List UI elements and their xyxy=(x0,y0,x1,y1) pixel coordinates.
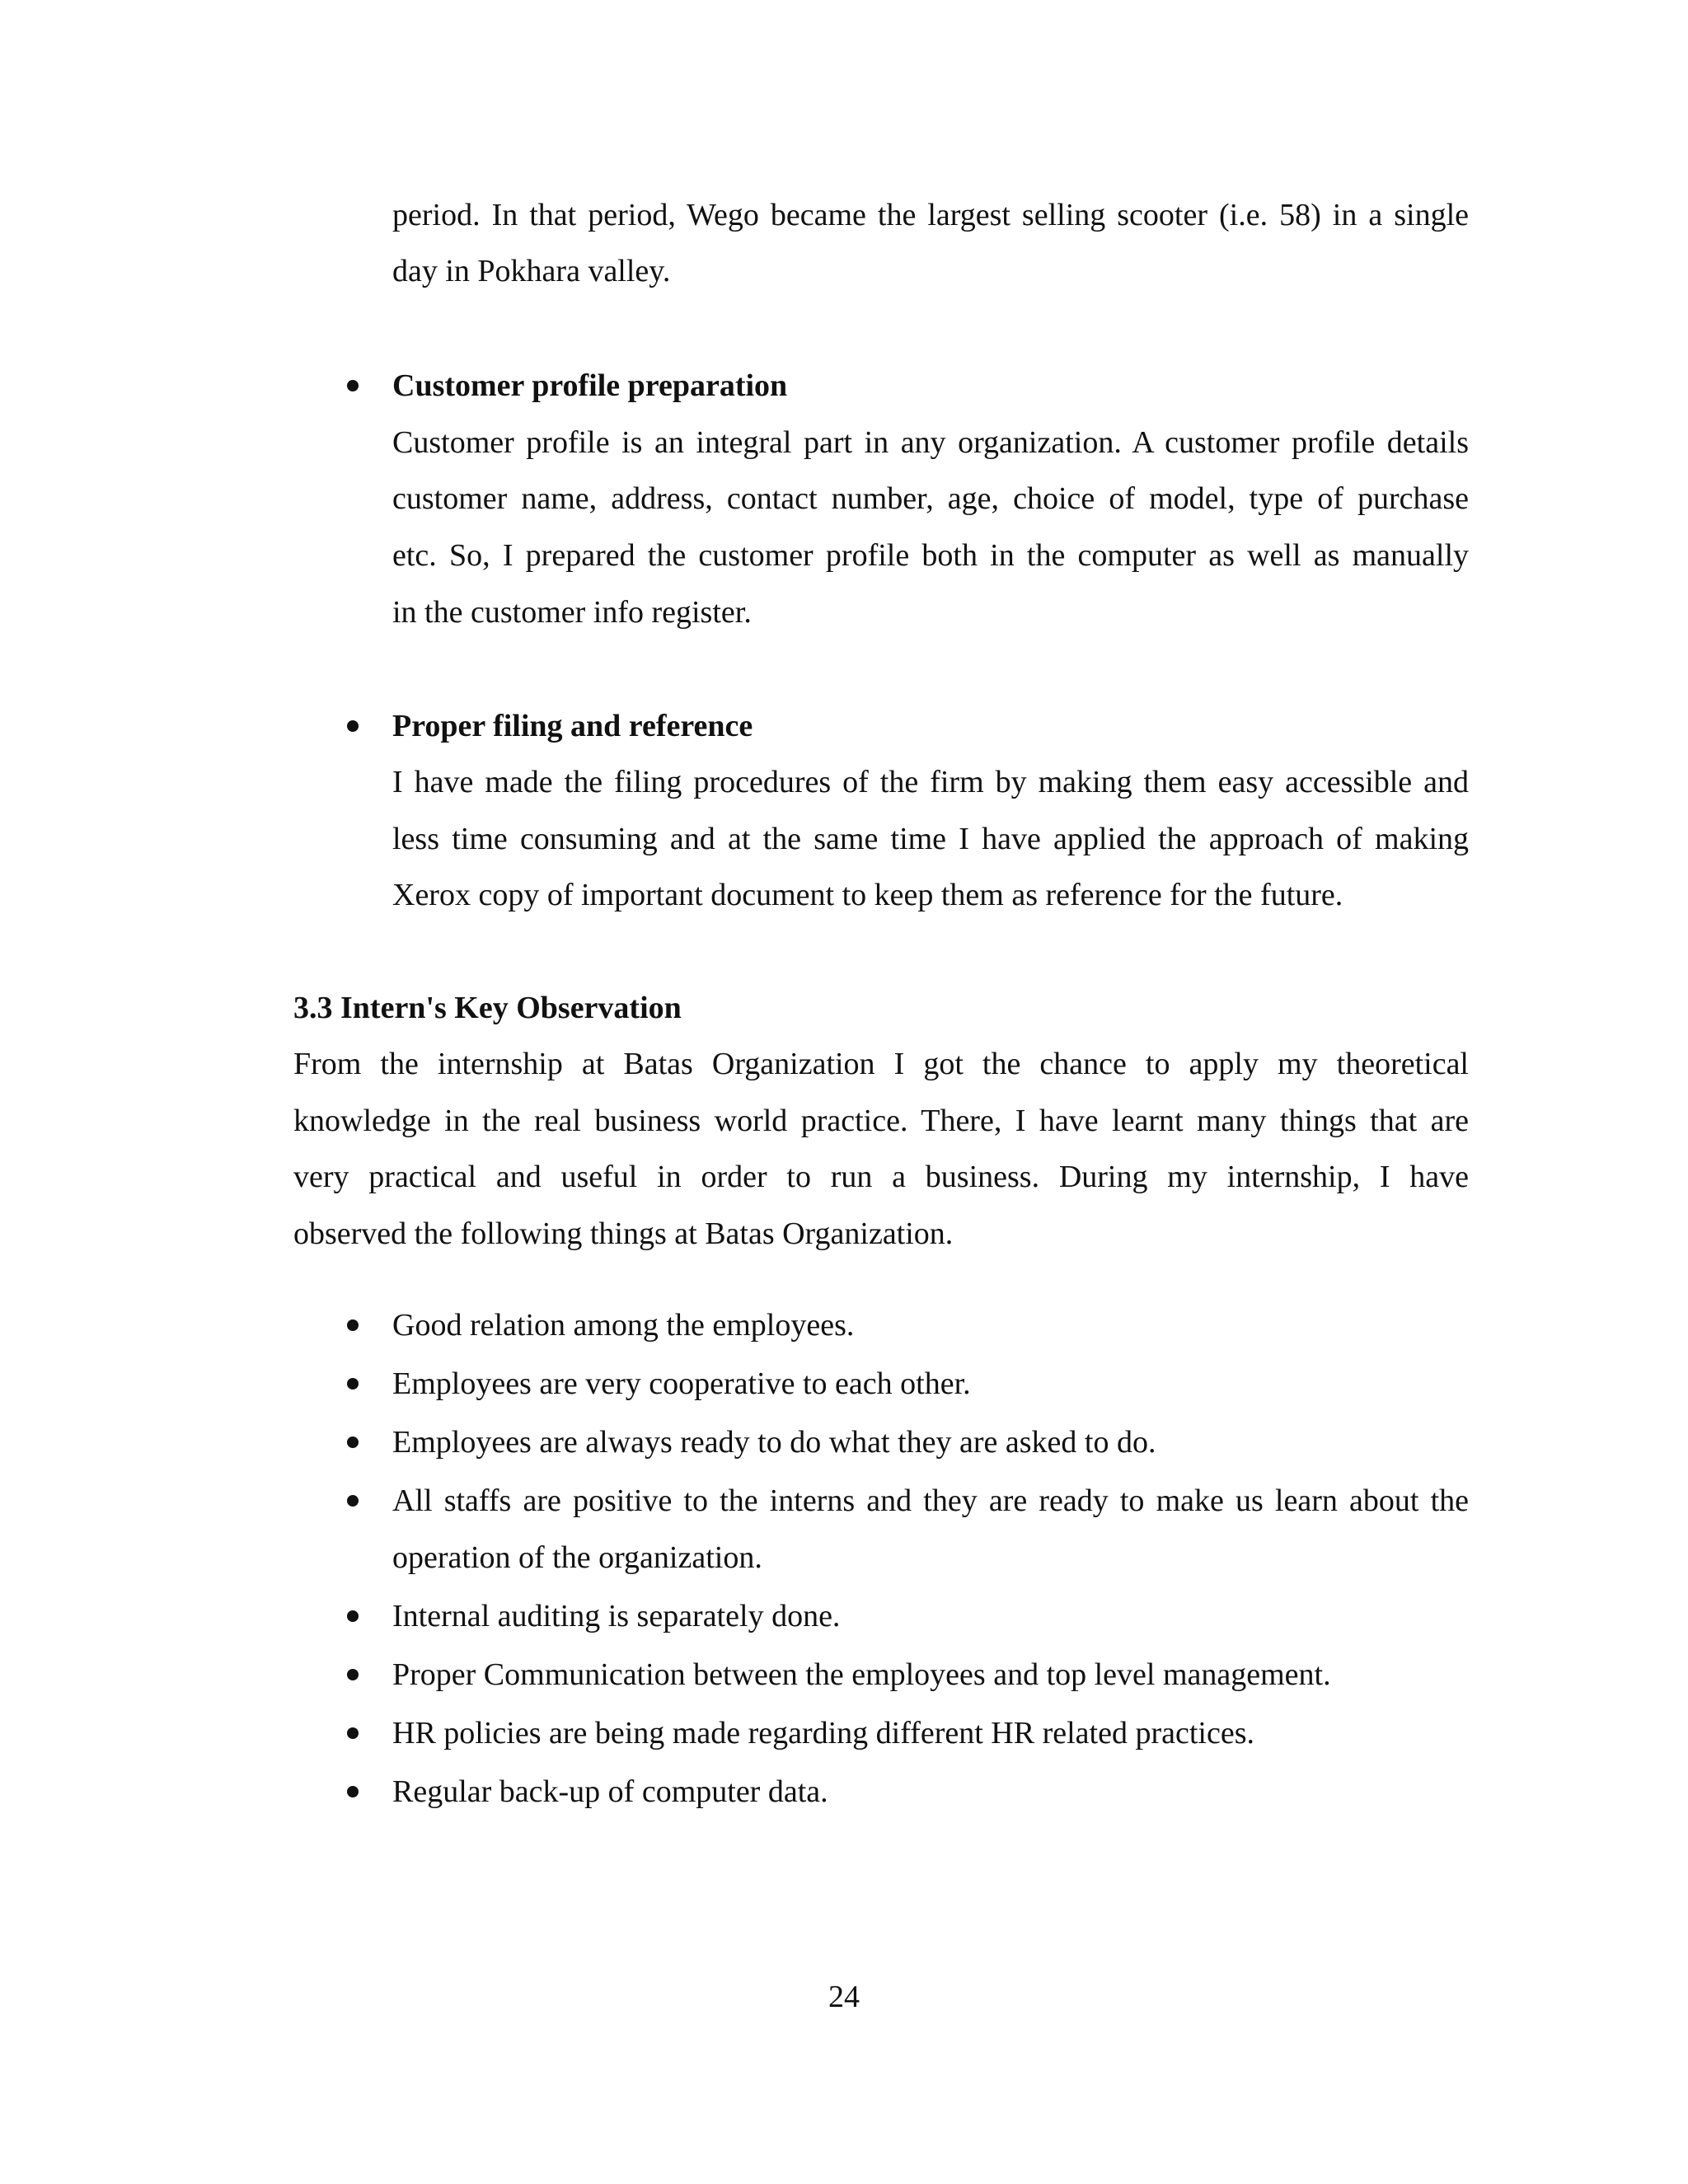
observation-item: Regular back-up of computer data. xyxy=(392,1774,828,1809)
customer-profile-line-3: etc. So, I prepared the customer profile both in the computer as well as manually xyxy=(392,538,1469,573)
observation-item: Internal auditing is separately done. xyxy=(392,1599,841,1633)
bullet-icon xyxy=(347,1436,359,1448)
observation-item: Employees are very cooperative to each other. xyxy=(392,1366,971,1401)
customer-profile-line-4: in the customer info register. xyxy=(392,595,752,630)
observation-item: Good relation among the employees. xyxy=(392,1308,855,1343)
filing-heading: Proper filing and reference xyxy=(392,709,753,743)
customer-profile-line-1: Customer profile is an integral part in any organization. A customer profile details xyxy=(392,425,1469,460)
bullet-icon xyxy=(347,1495,359,1507)
filing-line-2: less time consuming and at the same time I have applied the approach of making xyxy=(392,822,1469,856)
section-line-1: From the internship at Batas Organization I got the chance to apply my theoretical xyxy=(293,1047,1469,1081)
intro-line-1: period. In that period, Wego became the largest selling scooter (i.e. 58) in a single xyxy=(392,198,1469,232)
page-number: 24 xyxy=(828,1980,860,2014)
bullet-icon xyxy=(347,1669,359,1680)
bullet-icon xyxy=(347,1786,359,1797)
section-heading: 3.3 Intern's Key Observation xyxy=(293,991,682,1025)
observation-item-continuation: operation of the organization. xyxy=(392,1540,762,1575)
customer-profile-line-2: customer name, address, contact number, age, choice of model, type of purchase xyxy=(392,481,1469,516)
section-line-3: very practical and useful in order to run a business. During my internship, I have xyxy=(293,1160,1469,1194)
bullet-icon xyxy=(347,1319,359,1331)
section-line-4: observed the following things at Batas Organization. xyxy=(293,1216,954,1251)
bullet-icon xyxy=(347,380,359,391)
intro-line-2: day in Pokhara valley. xyxy=(392,254,671,288)
customer-profile-heading: Customer profile preparation xyxy=(392,368,788,403)
section-line-2: knowledge in the real business world practice. There, I have learnt many things that are xyxy=(293,1104,1469,1138)
bullet-icon xyxy=(347,1727,359,1739)
bullet-icon xyxy=(347,1610,359,1622)
filing-line-3: Xerox copy of important document to keep them as reference for the future. xyxy=(392,878,1343,912)
observation-item: Employees are always ready to do what they are asked to do. xyxy=(392,1425,1156,1460)
observation-item: All staffs are positive to the interns and they are ready to make us learn about the xyxy=(392,1483,1469,1518)
bullet-icon xyxy=(347,1378,359,1390)
observation-item: HR policies are being made regarding different HR related practices. xyxy=(392,1716,1254,1750)
bullet-icon xyxy=(347,720,359,732)
observation-item: Proper Communication between the employees and top level management. xyxy=(392,1657,1331,1692)
filing-line-1: I have made the filing procedures of the firm by making them easy accessible and xyxy=(392,765,1469,799)
